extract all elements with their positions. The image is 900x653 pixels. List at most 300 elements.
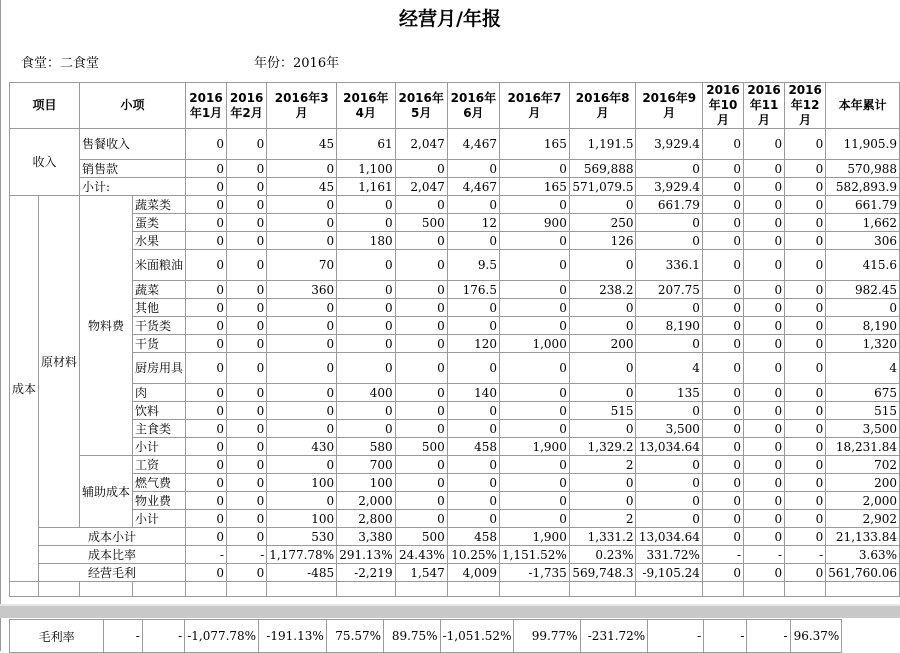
value-cell: 1,320 [826,335,900,353]
value-cell: 0 [499,474,569,492]
value-cell: 0 [267,214,337,232]
value-cell: 0 [337,335,396,353]
header-cell: 2016年10月 [702,83,743,129]
margin-table [9,619,900,653]
value-cell: 180 [337,232,396,250]
value-cell: 0 [395,250,447,281]
value-cell: 0 [186,299,227,317]
value-cell: 0.23% [569,546,636,564]
value-cell: 0 [186,335,227,353]
value-cell: 89.75% [384,620,441,653]
value-cell: 9.5 [447,250,499,281]
value-cell: 207.75 [636,281,702,299]
empty-cell [337,582,396,597]
value-cell: 200 [826,474,900,492]
table-row [10,438,900,456]
value-cell: 0 [636,232,702,250]
value-cell: 0 [186,564,227,582]
report-body [10,129,900,597]
value-cell: 13,034.64 [636,528,702,546]
value-cell: 661.79 [826,196,900,214]
value-cell: 0 [636,299,702,317]
empty-cell [785,582,826,597]
value-cell: 0 [744,178,785,196]
value-cell: 176.5 [447,281,499,299]
table-row [10,178,900,196]
value-cell: - [226,546,266,564]
value-cell: 0 [702,420,743,438]
header-cell: 2016年7月 [499,83,569,129]
value-cell: 1,000 [499,335,569,353]
value-cell: 0 [226,196,266,214]
value-cell: 0 [186,353,227,384]
header-project: 项目 [10,83,80,129]
value-cell: 0 [636,335,702,353]
value-cell: 0 [744,335,785,353]
value-cell: 0 [395,402,447,420]
value-cell: 0 [186,178,227,196]
value-cell: 0 [744,160,785,178]
group-income: 收入 [10,129,80,196]
value-cell: 0 [395,353,447,384]
value-cell: 0 [226,528,266,546]
value-cell: - [104,620,142,653]
value-cell: 0 [744,129,785,160]
value-cell: 0 [702,384,743,402]
value-cell: 0 [447,402,499,420]
value-cell: 0 [186,160,227,178]
value-cell: - [648,620,704,653]
value-cell: 0 [186,474,227,492]
value-cell: 0 [395,384,447,402]
row-label: 水果 [133,232,186,250]
value-cell: 0 [186,402,227,420]
row-label: 主食类 [133,420,186,438]
row-label: 燃气费 [133,474,186,492]
value-cell: 0 [702,564,743,582]
value-cell: 515 [569,402,636,420]
value-cell: 0 [702,214,743,232]
value-cell: 0 [267,299,337,317]
value-cell: 0 [636,492,702,510]
value-cell: 0 [499,492,569,510]
table-row [10,335,900,353]
value-cell: 500 [395,214,447,232]
value-cell: 0 [337,281,396,299]
value-cell: 0 [337,420,396,438]
value-cell: -1,077.78% [185,620,259,653]
value-cell: - [785,546,826,564]
value-cell: 306 [826,232,900,250]
header-cell: 2016年12月 [785,83,826,129]
value-cell: 8,190 [826,317,900,335]
value-cell: 0 [785,492,826,510]
value-cell: 336.1 [636,250,702,281]
value-cell: 3,929.4 [636,129,702,160]
value-cell: 0 [186,232,227,250]
value-cell: 0 [744,564,785,582]
value-cell: 0 [267,232,337,250]
header-cell: 2016年3月 [267,83,337,129]
value-cell: 1,100 [337,160,396,178]
value-cell: 0 [744,438,785,456]
row-label: 干货类 [133,317,186,335]
value-cell: 1,331.2 [569,528,636,546]
value-cell: 0 [226,510,266,528]
empty-cell [80,582,133,597]
report-title: 经营月/年报 [0,4,900,31]
value-cell: 0 [702,281,743,299]
value-cell: 0 [785,564,826,582]
empty-cell [267,582,337,597]
group-aux: 辅助成本 [80,456,133,528]
value-cell: 570,988 [826,160,900,178]
value-cell: 1,900 [499,438,569,456]
value-cell: 530 [267,528,337,546]
value-cell: 0 [447,474,499,492]
value-cell: 0 [447,160,499,178]
value-cell: 0 [447,353,499,384]
value-cell: 0 [186,456,227,474]
value-cell: 0 [785,510,826,528]
table-row [10,510,900,528]
value-cell: 2,047 [395,178,447,196]
value-cell: 0 [267,402,337,420]
value-cell: 0 [785,317,826,335]
header-cell: 2016年1月 [186,83,227,129]
value-cell: 13,034.64 [636,438,702,456]
value-cell: 0 [785,384,826,402]
value-cell: 4 [826,353,900,384]
value-cell: 0 [702,160,743,178]
header-cell: 本年累计 [826,83,900,129]
table-row [10,317,900,335]
value-cell: 18,231.84 [826,438,900,456]
value-cell: 700 [337,456,396,474]
value-cell: 0 [569,299,636,317]
value-cell: 0 [785,232,826,250]
value-cell: 0 [226,402,266,420]
value-cell: 0 [186,281,227,299]
value-cell: 0 [744,528,785,546]
value-cell: 500 [395,438,447,456]
value-cell: 4,467 [447,129,499,160]
value-cell: 0 [267,196,337,214]
value-cell: 4,467 [447,178,499,196]
value-cell: 3,500 [826,420,900,438]
value-cell: 430 [267,438,337,456]
value-cell: 0 [186,438,227,456]
value-cell: 0 [186,528,227,546]
value-cell: 1,191.5 [569,129,636,160]
header-cell: 2016年9月 [636,83,702,129]
value-cell: 0 [226,353,266,384]
value-cell: 1,900 [499,528,569,546]
value-cell: 0 [395,456,447,474]
value-cell: 0 [395,492,447,510]
value-cell: -485 [267,564,337,582]
value-cell: 0 [702,474,743,492]
empty-cell [499,582,569,597]
value-cell: 0 [702,528,743,546]
table-row [10,546,900,564]
table-row [10,564,900,582]
value-cell: - [142,620,184,653]
value-cell: 515 [826,402,900,420]
value-cell: 0 [186,250,227,281]
value-cell: 0 [395,317,447,335]
row-label: 成本小计 [39,528,186,546]
value-cell: 0 [636,456,702,474]
value-cell: 4 [636,353,702,384]
value-cell: 0 [395,196,447,214]
value-cell: 135 [636,384,702,402]
empty-cell [744,582,785,597]
value-cell: - [744,546,785,564]
value-cell: -1,051.52% [440,620,514,653]
value-cell: 12 [447,214,499,232]
value-cell: 0 [499,384,569,402]
value-cell: 0 [226,250,266,281]
value-cell: 0 [744,384,785,402]
value-cell: 0 [226,317,266,335]
value-cell: 0 [395,160,447,178]
value-cell: 0 [744,196,785,214]
table-row [10,528,900,546]
value-cell: 571,079.5 [569,178,636,196]
value-cell: 120 [447,335,499,353]
value-cell: 0 [702,492,743,510]
value-cell: 0 [499,196,569,214]
value-cell: 291.13% [337,546,396,564]
value-cell: 0 [744,474,785,492]
value-cell: 580 [337,438,396,456]
value-cell: 0 [499,402,569,420]
value-cell: 0 [395,510,447,528]
value-cell: 96.37% [790,620,842,653]
value-cell: 0 [785,250,826,281]
value-cell: 0 [267,420,337,438]
value-cell: 0 [395,474,447,492]
group-materials: 物料费 [80,196,133,456]
value-cell: 400 [337,384,396,402]
value-cell: 0 [702,196,743,214]
value-cell: 0 [499,317,569,335]
value-cell: 0 [744,456,785,474]
header-item: 小项 [80,83,186,129]
group-raw: 原材料 [39,196,80,528]
value-cell: 0 [337,250,396,281]
value-cell: 2 [569,456,636,474]
value-cell: 0 [785,160,826,178]
value-cell: 0 [569,420,636,438]
value-cell: 8,190 [636,317,702,335]
value-cell: 0 [499,353,569,384]
value-cell: 1,329.2 [569,438,636,456]
value-cell: 0 [186,420,227,438]
table-row [10,129,900,160]
value-cell: 0 [702,438,743,456]
value-cell: 0 [785,528,826,546]
value-cell: 0 [499,420,569,438]
table-row [10,384,900,402]
value-cell: 0 [395,420,447,438]
value-cell: 0 [744,299,785,317]
value-cell: 0 [569,317,636,335]
value-cell: 0 [744,250,785,281]
value-cell: 0 [785,353,826,384]
value-cell: 415.6 [826,250,900,281]
table-row [10,250,900,281]
value-cell: 0 [744,420,785,438]
value-cell: 45 [267,178,337,196]
value-cell: 0 [226,564,266,582]
value-cell: 0 [744,281,785,299]
value-cell: 0 [226,384,266,402]
value-cell: 200 [569,335,636,353]
value-cell: 126 [569,232,636,250]
value-cell: 0 [785,281,826,299]
value-cell: 331.72% [636,546,702,564]
value-cell: - [747,620,790,653]
value-cell: 0 [744,492,785,510]
value-cell: 0 [702,299,743,317]
table-row [10,232,900,250]
left-border [0,0,1,651]
table-row [10,492,900,510]
row-label: 肉 [133,384,186,402]
value-cell: 0 [785,196,826,214]
value-cell: 0 [785,420,826,438]
empty-cell [133,582,186,597]
value-cell: 0 [785,299,826,317]
table-row [10,160,900,178]
value-cell: 0 [226,492,266,510]
value-cell: 0 [702,250,743,281]
value-cell: 0 [785,474,826,492]
value-cell: 0 [226,178,266,196]
value-cell: 3,380 [337,528,396,546]
value-cell: 0 [702,317,743,335]
value-cell: 0 [702,178,743,196]
value-cell: 21,133.84 [826,528,900,546]
value-cell: 0 [499,456,569,474]
value-cell: 0 [447,196,499,214]
row-label: 小计: [80,178,186,196]
value-cell: 0 [744,402,785,420]
value-cell: 165 [499,129,569,160]
value-cell: 0 [569,196,636,214]
value-cell: 0 [226,129,266,160]
value-cell: 75.57% [326,620,383,653]
value-cell: 2 [569,510,636,528]
value-cell: 0 [702,129,743,160]
value-cell: 45 [267,129,337,160]
value-cell: 0 [636,402,702,420]
value-cell: 0 [826,299,900,317]
value-cell: 0 [702,456,743,474]
table-row [10,420,900,438]
canteen-label: 食堂：二食堂 [21,52,99,71]
value-cell: -9,105.24 [636,564,702,582]
value-cell: 982.45 [826,281,900,299]
row-label: 米面粮油 [133,250,186,281]
row-label: 销售款 [80,160,186,178]
value-cell: 0 [636,160,702,178]
value-cell: 0 [226,299,266,317]
table-row [10,474,900,492]
value-cell: 0 [702,335,743,353]
value-cell: 0 [447,232,499,250]
value-cell: 238.2 [569,281,636,299]
value-cell: 2,047 [395,129,447,160]
value-cell: 0 [337,317,396,335]
value-cell: 0 [267,317,337,335]
value-cell: 0 [569,353,636,384]
value-cell: 1,177.78% [267,546,337,564]
value-cell: -2,219 [337,564,396,582]
row-label: 厨房用具 [133,353,186,384]
empty-cell [826,582,900,597]
value-cell: 0 [702,353,743,384]
value-cell: 0 [226,160,266,178]
value-cell: 0 [395,299,447,317]
value-cell: 0 [267,353,337,384]
value-cell: 0 [447,420,499,438]
value-cell: 0 [226,438,266,456]
value-cell: 0 [186,196,227,214]
value-cell: 0 [636,474,702,492]
value-cell: 0 [499,510,569,528]
row-label: 小计 [133,438,186,456]
report-table [9,82,900,597]
value-cell: 0 [636,214,702,232]
table-row [10,196,900,214]
value-cell: 0 [744,510,785,528]
value-cell: 0 [569,250,636,281]
value-cell: 0 [267,384,337,402]
value-cell: 661.79 [636,196,702,214]
value-cell: 0 [267,160,337,178]
value-cell: 0 [702,402,743,420]
value-cell: 0 [226,474,266,492]
table-row [10,281,900,299]
value-cell: 0 [499,250,569,281]
value-cell: 2,902 [826,510,900,528]
value-cell: 1,161 [337,178,396,196]
empty-cell [10,582,39,597]
table-row [10,299,900,317]
value-cell: 0 [226,281,266,299]
header-cell: 2016年8月 [569,83,636,129]
value-cell: 675 [826,384,900,402]
value-cell: - [702,546,743,564]
value-cell: 0 [395,335,447,353]
value-cell: 0 [499,232,569,250]
value-cell: 500 [395,528,447,546]
value-cell: 2,800 [337,510,396,528]
value-cell: 0 [744,353,785,384]
value-cell: 3,500 [636,420,702,438]
value-cell: 0 [395,232,447,250]
value-cell: 250 [569,214,636,232]
value-cell: - [186,546,227,564]
value-cell: 4,009 [447,564,499,582]
row-label: 小计 [133,510,186,528]
value-cell: 0 [186,510,227,528]
value-cell: 0 [267,456,337,474]
empty-cell [395,582,447,597]
